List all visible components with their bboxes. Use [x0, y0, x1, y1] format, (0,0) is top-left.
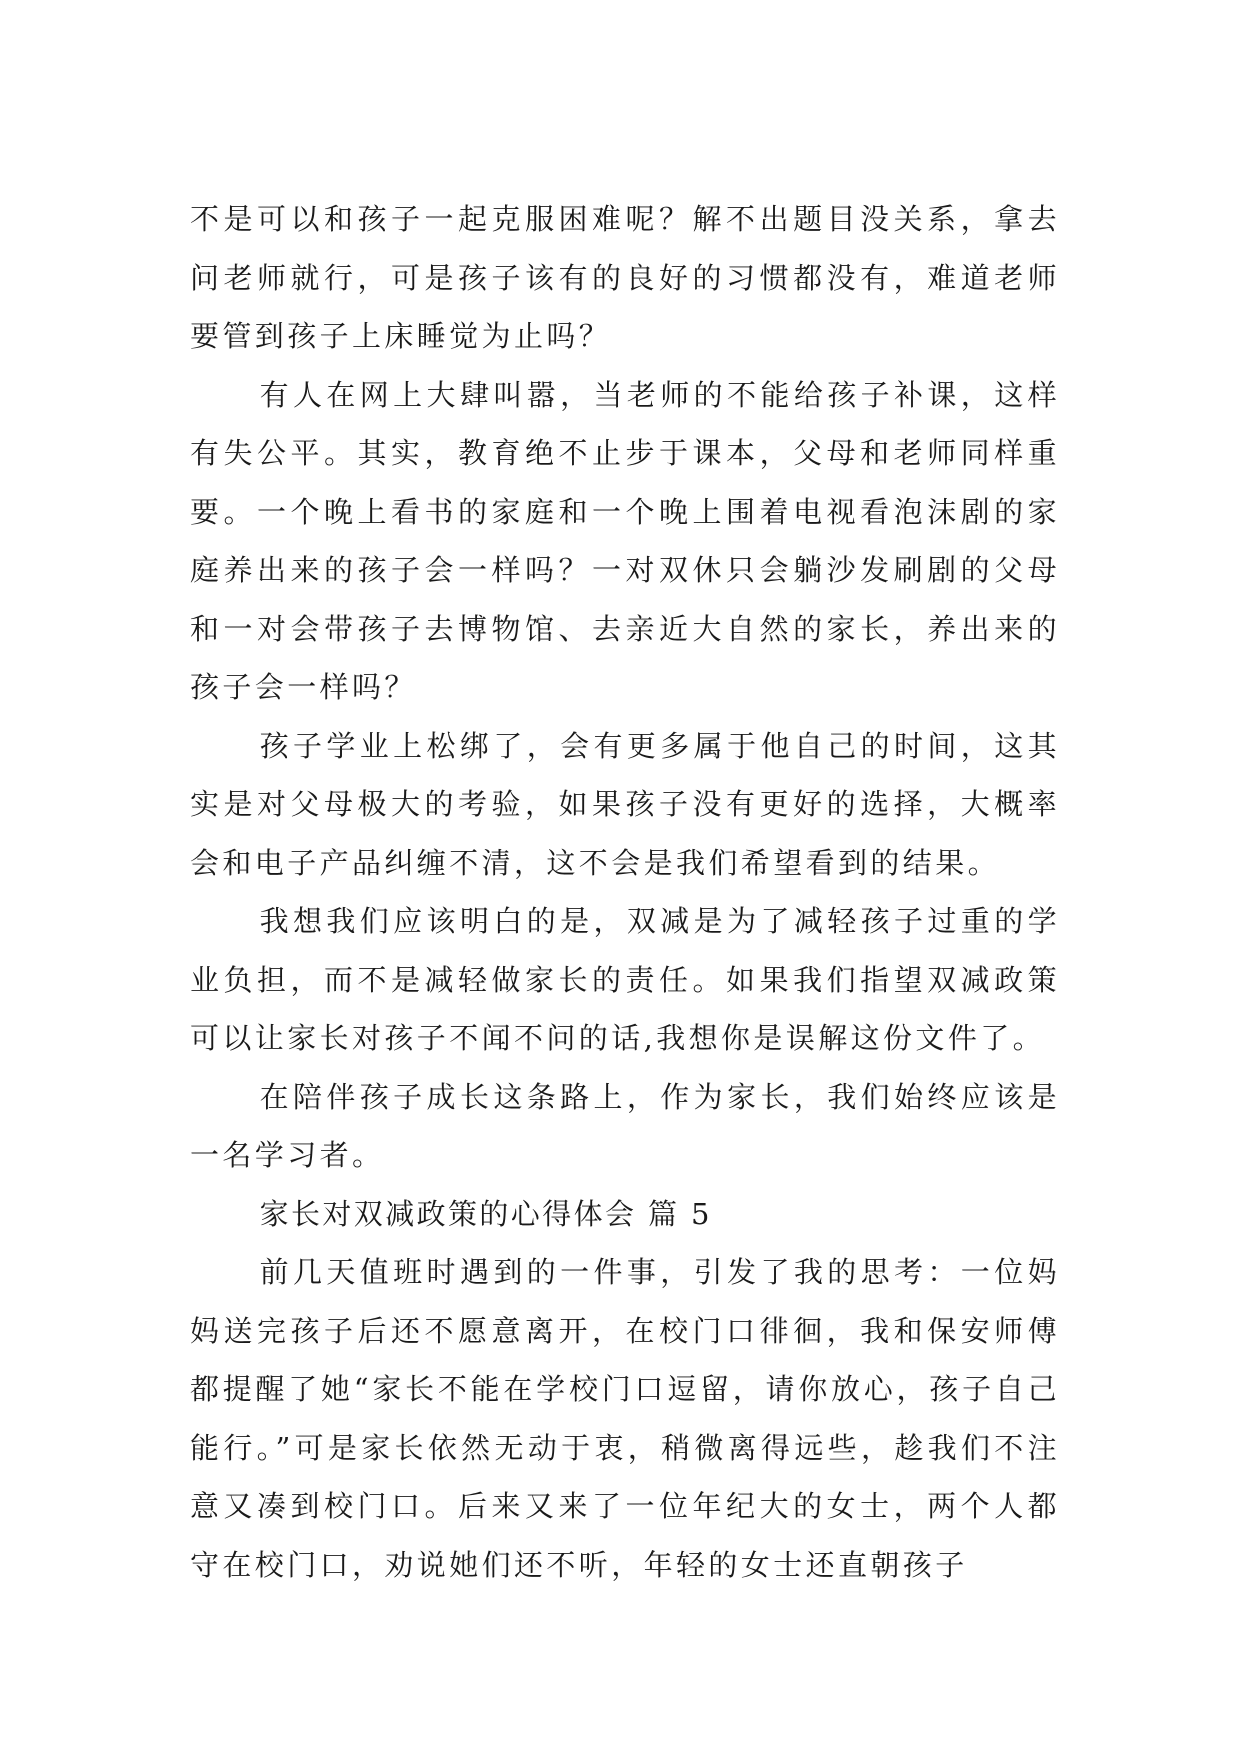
- paragraph-3: 孩子学业上松绑了，会有更多属于他自己的时间，这其实是对父母极大的考验，如果孩子没有更好的选择，大概率会和电子产品纠缠不清，这不会是我们希望看到的结果。: [190, 728, 1060, 880]
- document-body: [190, 190, 1060, 1594]
- paragraph-5: 在陪伴孩子成长这条路上，作为家长，我们始终应该是一名学习者。: [190, 1079, 1060, 1172]
- paragraph-2: 有人在网上大肆叫嚣，当老师的不能给孩子补课，这样有失公平。其实，教育绝不止步于课本，父母和老师同样重要。一个晚上看书的家庭和一个晚上围着电视看泡沫剧的家庭养出来的孩子会一样吗？一对双休只会躺沙发刷剧的父母和一对会带孩子去博物馆、去亲近大自然的家长，养出来的孩子会一样吗？: [190, 377, 1060, 704]
- paragraph-1: 不是可以和孩子一起克服困难呢？解不出题目没关系，拿去问老师就行，可是孩子该有的良好的习惯都没有，难道老师要管到孩子上床睡觉为止吗？: [190, 202, 1060, 353]
- paragraph-4: 我想我们应该明白的是，双减是为了减轻孩子过重的学业负担，而不是减轻做家长的责任。如果我们指望双减政策可以让家长对孩子不闻不问的话,我想你是误解这份文件了。: [190, 904, 1060, 1055]
- paragraph-6: 前几天值班时遇到的一件事，引发了我的思考：一位妈妈送完孩子后还不愿意离开，在校门口徘徊，我和保安师傅都提醒了她“家长不能在学校门口逗留，请你放心，孩子自己能行。”可是家长依然无动于衷，稍微离得远些，趁我们不注意又凑到校门口。后来又来了一位年纪大的女士，两个人都守在校门口，劝说她们还不听，年轻的女士还直朝孩子: [190, 1255, 1060, 1582]
- section-heading: 家长对双减政策的心得体会 篇 5: [259, 1196, 712, 1231]
